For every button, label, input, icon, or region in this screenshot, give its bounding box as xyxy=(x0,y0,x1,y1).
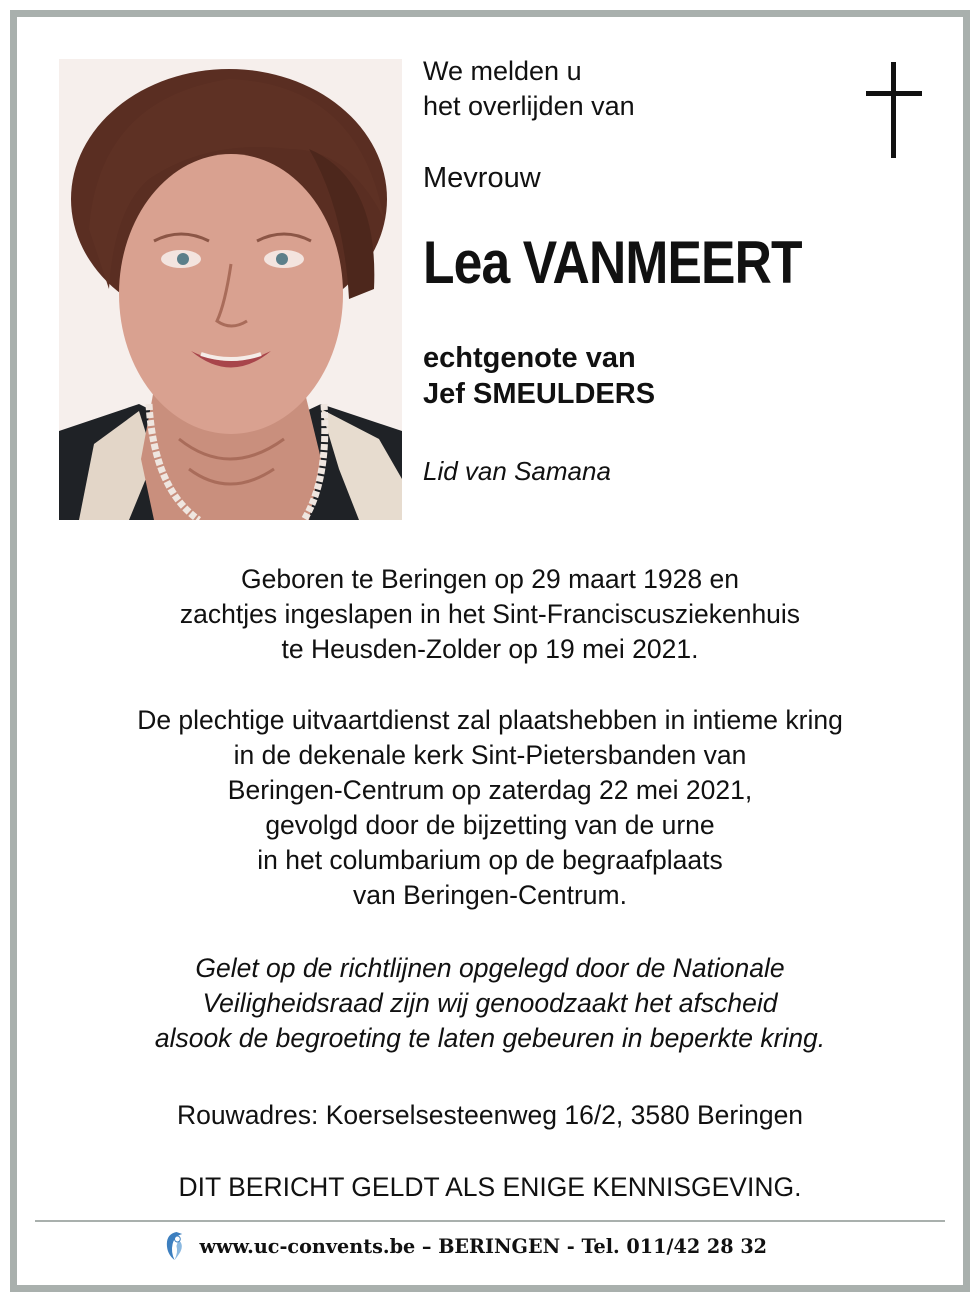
intro-text xyxy=(423,54,803,124)
paragraph-line: in het columbarium op de begraafplaats xyxy=(257,845,723,875)
birth-death-paragraph xyxy=(17,562,963,667)
membership: Lid van Samana xyxy=(423,456,611,486)
funeral-home-logo-icon xyxy=(163,1230,186,1262)
spouse-relation: echtgenote van xyxy=(423,342,636,374)
official-notice: DIT BERICHT GELDT ALS ENIGE KENNISGEVING. xyxy=(178,1172,802,1202)
footer xyxy=(163,1228,767,1264)
footer-divider xyxy=(35,1220,945,1222)
paragraph-line: van Beringen-Centrum. xyxy=(353,880,627,910)
paragraph-line: De plechtige uitvaartdienst zal plaatshebben in intieme kring xyxy=(137,705,843,735)
restriction-notice xyxy=(17,951,963,1056)
spouse-info xyxy=(423,340,655,412)
intro-line: We melden u xyxy=(423,56,582,86)
paragraph-line: Geboren te Beringen op 29 maart 1928 en xyxy=(241,564,739,594)
paragraph-line: alsook de begroeting te laten gebeuren in beperkte kring. xyxy=(154,1023,826,1053)
intro-line: het overlijden van xyxy=(423,91,635,121)
deceased-name: Lea VANMEERT xyxy=(423,229,802,296)
paragraph-line: gevolgd door de bijzetting van de urne xyxy=(265,810,715,840)
portrait-image xyxy=(59,59,402,520)
paragraph-line: in de dekenale kerk Sint-Pietersbanden van xyxy=(233,740,747,770)
portrait-photo xyxy=(59,59,402,520)
honorific: Mevrouw xyxy=(423,162,541,194)
mourning-address: Rouwadres: Koerselsesteenweg 16/2, 3580 Beringen xyxy=(176,1100,804,1130)
cross-icon xyxy=(866,62,922,158)
paragraph-line: Veiligheidsraad zijn wij genoodzaakt het afscheid xyxy=(202,988,778,1018)
footer-contact[interactable]: www.uc-convents.be – BERINGEN - Tel. 011/42 28 32 xyxy=(199,1234,768,1258)
spouse-name: Jef SMEULDERS xyxy=(423,378,656,410)
paragraph-line: Gelet op de richtlijnen opgelegd door de Nationale xyxy=(195,953,785,983)
paragraph-line: Beringen-Centrum op zaterdag 22 mei 2021, xyxy=(227,775,753,805)
paragraph-line: zachtjes ingeslapen in het Sint-Franciscusziekenhuis xyxy=(179,599,801,629)
funeral-paragraph xyxy=(17,703,963,913)
paragraph-line: te Heusden-Zolder op 19 mei 2021. xyxy=(281,634,699,664)
